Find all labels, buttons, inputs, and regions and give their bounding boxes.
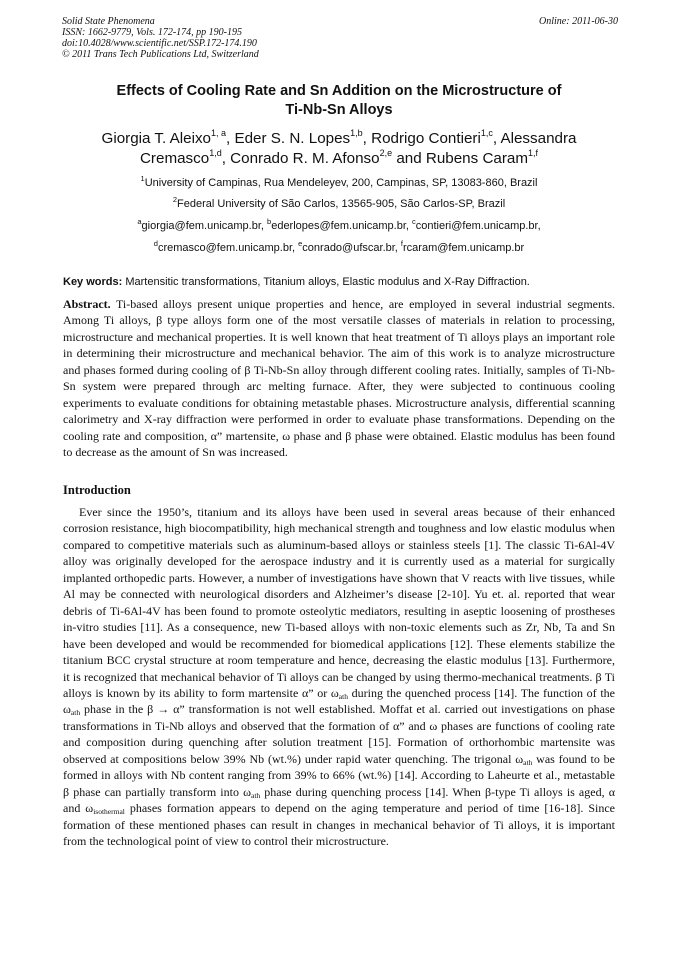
intro-text: during the quenched process [14]. The function of the ω xyxy=(63,685,615,717)
author-affil-mark: 1, a xyxy=(211,128,227,138)
subscript: isothermal xyxy=(93,807,125,817)
affiliation-mark: 1 xyxy=(140,174,145,183)
author-affil-mark: 2,e xyxy=(379,148,393,158)
publication-header xyxy=(62,16,618,60)
intro-text: Ever since the 1950’s, titanium and its alloys have been used in several areas because of their enhanced corrosion resistance, high biocompatibility, high mechanical strength and toughness and low elastic modulus when compared to competitive materials such as aluminum-based alloys or stainless steels [1]. The classic Ti-6Al-4V alloy was originally developed for the aerospace industry and it is currently used as a material for surgically implanted orthopedic parts. However, a number of investigations have shown that V reacts with live tissues, while Al may be connected with neurological disorders and Alzheimer’s disease [2-10]. Yu et. al. reported that wear debris of Ti-6Al-4V has been found to promote osteolytic mediators, resulting in aseptic loosening of prostheses in-vitro studies [11]. As a consequence, new Ti-based alloys with non-toxic elements such as Zr, Nb, Ta and Sn have been developed and would be recommended for biomedical applications [12]. These elements stabilize the titanium BCC crystal structure at room temperature and hence, decreasing the elastic modulus [13]. Furthermore, it is recognized that mechanical behavior of Ti alloys can be changed by using thermo-mechanical treatments. β Ti alloys is known by its ability to form martensite α” or ω xyxy=(63,505,615,700)
email-line-2 xyxy=(40,241,638,255)
intro-text: phase in the β → α” transformation is not well established. Moffat et al. carried out investigations on phase transformations in Ti-Nb alloys and observed that the formation of α” and ω phases are functions of cooling rate and composition during quenching after solution treatment [15]. Formation of orthorhombic martensite was observed at compositions below 39% Nb (wt.%) under rapid water quenching. The trigonal ω xyxy=(63,702,615,766)
subscript: ath xyxy=(338,691,348,701)
keywords-label: Key words: xyxy=(63,276,123,288)
email-mark: d xyxy=(153,239,158,248)
issn-line: ISSN: 1662-9779, Vols. 172-174, pp 190-195 xyxy=(62,27,242,38)
author-name: Eder S. N. Lopes xyxy=(234,130,351,147)
email-address: cremasco@fem.unicamp.br, xyxy=(157,242,296,254)
email-mark: f xyxy=(400,239,404,248)
subscript: ath xyxy=(70,708,81,718)
paper-title xyxy=(70,82,608,120)
intro-text: phases formation appears to depend on the aging temperature and period of time [16-18]. Since formation of these mentioned phases can result in changes in mechanical behavior of Ti alloys, it is important from the technological point of view to control their microstructure. xyxy=(63,801,615,849)
author-affil-mark: 1,b xyxy=(350,128,363,138)
journal-name: Solid State Phenomena xyxy=(62,16,155,27)
author-separator: , xyxy=(221,150,231,167)
email-address: giorgia@fem.unicamp.br, xyxy=(141,220,264,232)
affiliation-2 xyxy=(40,197,638,211)
author-name: Conrado R. M. Afonso xyxy=(230,150,380,167)
introduction-paragraph xyxy=(63,504,615,850)
section-heading-introduction: Introduction xyxy=(63,483,131,497)
affiliation-mark: 2 xyxy=(172,195,178,204)
author-separator: and xyxy=(392,150,426,167)
author-name: Rodrigo Contieri xyxy=(371,130,481,147)
abstract-text: Ti-based alloys present unique properties and hence, are employed in several industrial segments. Among Ti alloys, β type alloys form one of the most versatile classes of materials in relation to processing, microstructure and mechanical properties. It is well known that heat treatment of Ti alloys plays an important role in determining their microstructure and mechanical behavior. The aim of this work is to analyze microstructure and phases formed during cooling of β Ti-Nb-Sn alloy through different cooling rates. Initially, samples of Ti-Nb-Sn system were prepared through arc melting furnace. After, they were subjected to continuous cooling experiments to evaluate conditions for obtaining metastable phases. Microstructure analysis, differential scanning calorimetry and X-ray diffraction were performed in order to evaluate phase transformations. Depending on the cooling rate and composition, α” martensite, ω phase and β phase were obtained. Elastic modulus has been found to decrease as the amount of Sn was increased. xyxy=(63,297,615,460)
email-line-1 xyxy=(40,219,638,233)
author-separator: , xyxy=(362,130,372,147)
subscript: ath xyxy=(250,790,261,800)
keywords xyxy=(63,275,619,289)
abstract xyxy=(63,296,615,461)
email-mark: a xyxy=(137,217,142,226)
intro-text: phase during quenching process [14]. When β-type Ti alloys is aged, α and ω xyxy=(63,784,615,816)
author-affil-mark: 1,f xyxy=(528,148,539,158)
author-separator: , xyxy=(492,130,501,147)
abstract-label: Abstract. xyxy=(63,297,111,311)
copyright-line: © 2011 Trans Tech Publications Ltd, Switzerland xyxy=(62,49,259,60)
author-name: Rubens Caram xyxy=(425,150,529,167)
email-address: contieri@fem.unicamp.br, xyxy=(415,220,541,232)
author-separator: , xyxy=(226,130,235,147)
affiliation-1 xyxy=(40,176,638,190)
author-name: Alessandra Cremasco xyxy=(139,130,577,167)
affiliation-text: Federal University of São Carlos, 13565-905, São Carlos-SP, Brazil xyxy=(177,198,506,210)
email-address: conrado@ufscar.br, xyxy=(302,242,398,254)
keywords-text: Martensitic transformations, Titanium alloys, Elastic modulus and X-Ray Diffraction. xyxy=(125,276,530,288)
email-address: ederlopes@fem.unicamp.br, xyxy=(271,220,409,232)
author-affil-mark: 1,c xyxy=(480,128,493,138)
author-list xyxy=(60,129,618,169)
doi-line: doi:10.4028/www.scientific.net/SSP.172-174.190 xyxy=(62,38,257,49)
author-name: Giorgia T. Aleixo xyxy=(101,130,211,147)
author-affil-mark: 1,d xyxy=(209,148,222,158)
email-mark: b xyxy=(267,217,272,226)
email-address: rcaram@fem.unicamp.br xyxy=(403,242,525,254)
email-mark: c xyxy=(412,217,416,226)
intro-text: was found to be formed in alloys with Nb content ranging from 39% to 66% (wt.%) [14]. According to Laheurte et al., metastable β phase can partially transform into ω xyxy=(63,751,616,799)
affiliation-text: University of Campinas, Rua Mendeleyev, 200, Campinas, SP, 13083-860, Brazil xyxy=(144,177,538,189)
online-date: Online: 2011-06-30 xyxy=(539,16,618,27)
email-mark: e xyxy=(298,239,303,248)
title-line-1: Effects of Cooling Rate and Sn Addition on the Microstructure of xyxy=(116,83,562,99)
subscript: ath xyxy=(523,757,533,767)
title-line-2: Ti-Nb-Sn Alloys xyxy=(285,102,393,118)
